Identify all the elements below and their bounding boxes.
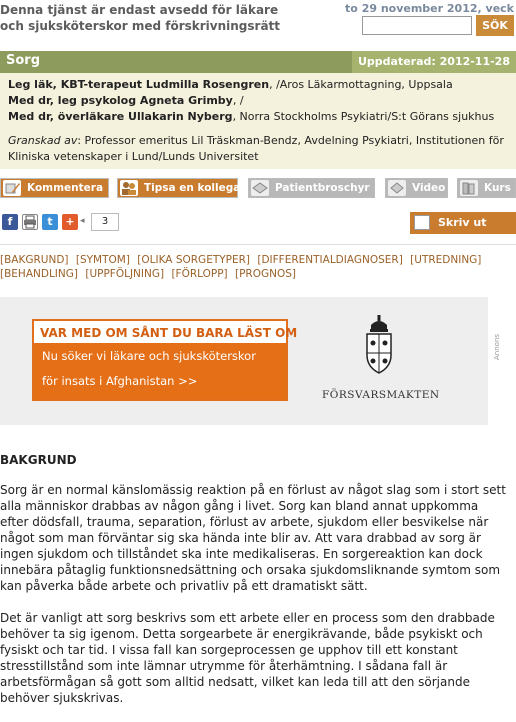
- updated-date: Uppdaterad: 2012-11-28: [352, 51, 516, 73]
- twitter-icon[interactable]: t: [42, 214, 58, 230]
- nav-link-forlopp[interactable]: [FÖRLOPP]: [171, 268, 228, 280]
- ad-brand-name: FÖRSVARSMAKTEN: [322, 389, 440, 401]
- facebook-icon[interactable]: f: [2, 214, 18, 230]
- author-3-name: Med dr, överläkare Ullakarin Nyberg: [8, 110, 233, 123]
- article-body: [0, 452, 510, 722]
- author-1-affiliation: , /Aros Läkarmottagning, Uppsala: [269, 78, 453, 91]
- section-nav: [0, 253, 516, 281]
- ad-orange-panel: [34, 343, 286, 399]
- add-share-icon[interactable]: +: [62, 214, 78, 230]
- notice-line-2: och sjuksköterskor med förskrivningsrätt: [0, 19, 281, 33]
- crown-crest-icon: [362, 315, 396, 375]
- print-button[interactable]: [410, 212, 516, 234]
- video-label: Video: [412, 182, 446, 194]
- authors-box: [0, 73, 516, 169]
- document-print-icon: [414, 215, 430, 230]
- search-area: [345, 2, 514, 38]
- notice-line-1: Denna tjänst är endast avsedd för läkare: [0, 3, 279, 17]
- course-button[interactable]: [457, 178, 516, 198]
- nav-link-prognos[interactable]: [PROGNOS]: [234, 268, 296, 280]
- current-date: to 29 november 2012, veck: [345, 2, 514, 15]
- nav-link-olika-sorgetyper[interactable]: [OLIKA SORGETYPER]: [137, 254, 251, 266]
- nav-link-bakgrund[interactable]: [BAKGRUND]: [0, 254, 69, 266]
- access-notice: [0, 2, 340, 34]
- people-icon: [120, 180, 138, 196]
- patient-brochure-label: Patientbroschyr: [275, 182, 370, 194]
- books-icon: [460, 180, 478, 196]
- author-1: [8, 77, 508, 93]
- nav-link-uppfoljning[interactable]: [UPPFÖLJNING]: [85, 268, 165, 280]
- paragraph-1: Sorg är en normal känslomässig reaktion på en förlust av något slag som i stort sett alla människor drabbas av någon gång i livet. Sorg kan bland annat uppkomma efter dödsfall, trauma, separation, förlust av arbete, sjukdom eller besvikelse när något som man förväntar sig ska hända inte blir av. Att vara drabbad av sorg är ingen sjukdom och tillståndet ska inte medikaliseras. En sorgereaktion kan dock innebära påtaglig funktionsnedsättning och orsaka sjukdomsliknande symtom som kan påverka både arbete och privatliv på ett dramatiskt sätt.: [0, 483, 506, 593]
- ad-headline: VAR MED OM SÅNT DU BARA LÄST OM: [40, 326, 298, 340]
- nav-link-utredning[interactable]: [UTREDNING]: [410, 254, 482, 266]
- share-bar: [0, 212, 516, 234]
- ad-text-box: [32, 319, 298, 401]
- tip-colleague-button[interactable]: [117, 178, 241, 198]
- pencil-icon: [3, 180, 21, 196]
- share-count: 3: [91, 213, 119, 231]
- author-1-name: Leg läk, KBT-terapeut Ludmilla Rosengren: [8, 78, 270, 91]
- paragraph-2: Det är vanligt att sorg beskrivs som ett arbete eller en process som den drabbade behöver ta sig igenom. Detta sorgearbete är energikrävande, både psykiskt och fysiskt och tar tid. I vissa fall kan sorgeprocessen ge upphov till ett konstant stresstillstånd som inte lämnar utrymme för återhämtning. I sådana fall är arbetsförmågan så gott som alltid nedsatt, vilket kan leda till att den sörjande behöver sjukskrivas.: [0, 611, 495, 705]
- section-heading: BAKGRUND: [0, 453, 77, 467]
- ad-line-1: Nu söker vi läkare och sjuksköterskor: [42, 349, 256, 363]
- article-title-bar: [0, 51, 516, 73]
- ad-label: Annons: [493, 333, 501, 360]
- print-icon[interactable]: [22, 214, 38, 230]
- reviewed-text: : Professor emeritus Lil Träskman-Bendz, Avdelning Psykiatri, Institutionen för Kliniska vetenskaper i Lund/Lunds Universitet: [8, 134, 504, 163]
- nav-link-behandling[interactable]: [BEHANDLING]: [0, 268, 78, 280]
- author-3-affiliation: , Norra Stockholms Psykiatri/S:t Görans sjukhus: [232, 110, 495, 123]
- patient-brochure-button[interactable]: [248, 178, 375, 198]
- tip-colleague-label: Tipsa en kollega: [144, 182, 241, 194]
- reviewed-by: [8, 133, 508, 165]
- print-label: Skriv ut: [438, 216, 487, 229]
- search-button[interactable]: SÖK: [476, 15, 514, 36]
- author-3: [8, 109, 508, 125]
- nav-link-symtom[interactable]: [SYMTOM]: [75, 254, 130, 266]
- video-icon: [388, 180, 406, 196]
- reviewed-label: Granskad av: [8, 134, 78, 147]
- share-arrow-icon: ◂: [80, 216, 85, 226]
- ad-line-2: för insats i Afghanistan >>: [42, 374, 198, 388]
- divider: [0, 244, 516, 245]
- author-2: [8, 93, 508, 109]
- comment-label: Kommentera: [27, 182, 104, 194]
- advertisement-banner[interactable]: [0, 297, 488, 425]
- nav-link-differentialdiagnoser[interactable]: [DIFFERENTIALDIAGNOSER]: [257, 254, 403, 266]
- author-2-name: Med dr, leg psykolog Agneta Grimby: [8, 94, 233, 107]
- course-label: Kurs: [484, 182, 511, 194]
- brochure-icon: [251, 180, 269, 196]
- author-2-affiliation: , /: [232, 94, 244, 107]
- comment-button[interactable]: [0, 178, 109, 198]
- article-title: Sorg: [6, 53, 41, 68]
- video-button[interactable]: [385, 178, 448, 198]
- search-input[interactable]: [362, 16, 472, 35]
- article-toolbar: [0, 178, 516, 200]
